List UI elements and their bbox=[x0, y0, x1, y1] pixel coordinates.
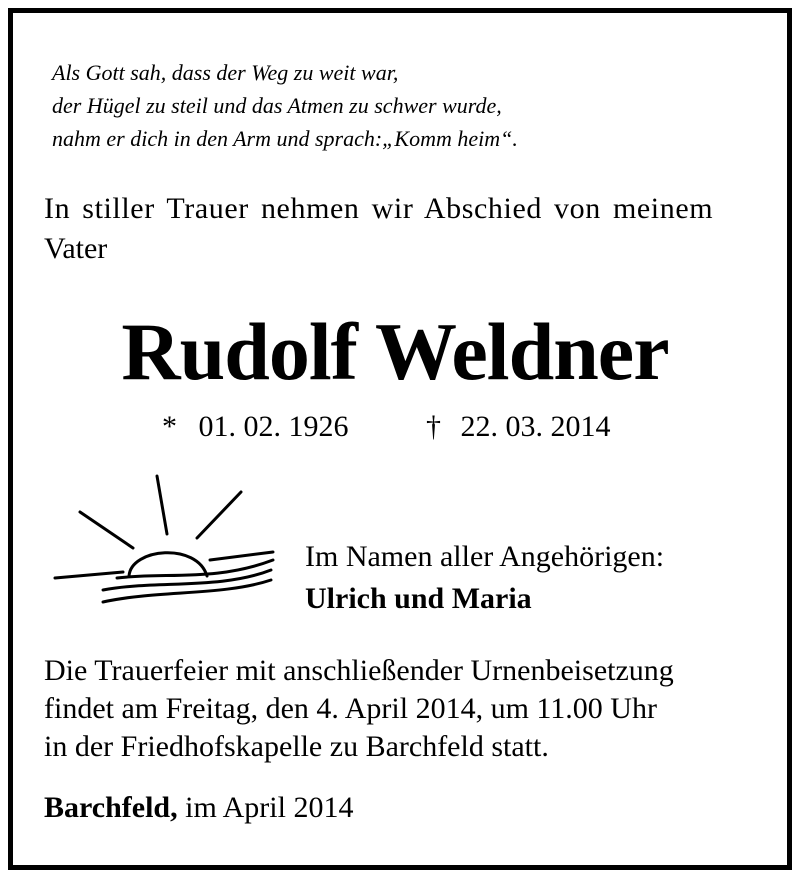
death-symbol: † bbox=[426, 410, 441, 443]
closing-place: Barchfeld, bbox=[44, 791, 178, 824]
quote-line: nahm er dich in den Arm und sprach:„Komm heim“. bbox=[52, 126, 518, 151]
sunset-icon bbox=[45, 472, 285, 607]
birth-date: 01. 02. 1926 bbox=[198, 410, 349, 443]
deceased-name: Rudolf Weldner bbox=[121, 306, 669, 397]
memorial-quote bbox=[52, 56, 692, 155]
life-dates bbox=[162, 407, 682, 447]
family-block bbox=[305, 536, 745, 620]
service-line: Die Trauerfeier mit anschließender Urnenbeisetzung bbox=[44, 654, 674, 687]
intro-line: Vater bbox=[44, 232, 108, 265]
family-label: Im Namen aller Angehörigen: bbox=[305, 540, 665, 573]
intro-line: In stiller Trauer nehmen wir Abschied von meinem bbox=[44, 192, 714, 225]
service-info bbox=[44, 652, 756, 766]
intro-text bbox=[44, 189, 744, 269]
quote-line: der Hügel zu steil und das Atmen zu schwer wurde, bbox=[52, 93, 502, 118]
service-line: findet am Freitag, den 4. April 2014, um 11.00 Uhr bbox=[44, 692, 657, 725]
closing-date: im April 2014 bbox=[185, 791, 354, 824]
death-date: 22. 03. 2014 bbox=[460, 410, 611, 443]
quote-line: Als Gott sah, dass der Weg zu weit war, bbox=[52, 60, 399, 85]
service-line: in der Friedhofskapelle zu Barchfeld statt. bbox=[44, 730, 549, 763]
closing-line bbox=[44, 788, 644, 828]
birth-symbol: * bbox=[162, 410, 177, 443]
family-names: Ulrich und Maria bbox=[305, 582, 532, 615]
